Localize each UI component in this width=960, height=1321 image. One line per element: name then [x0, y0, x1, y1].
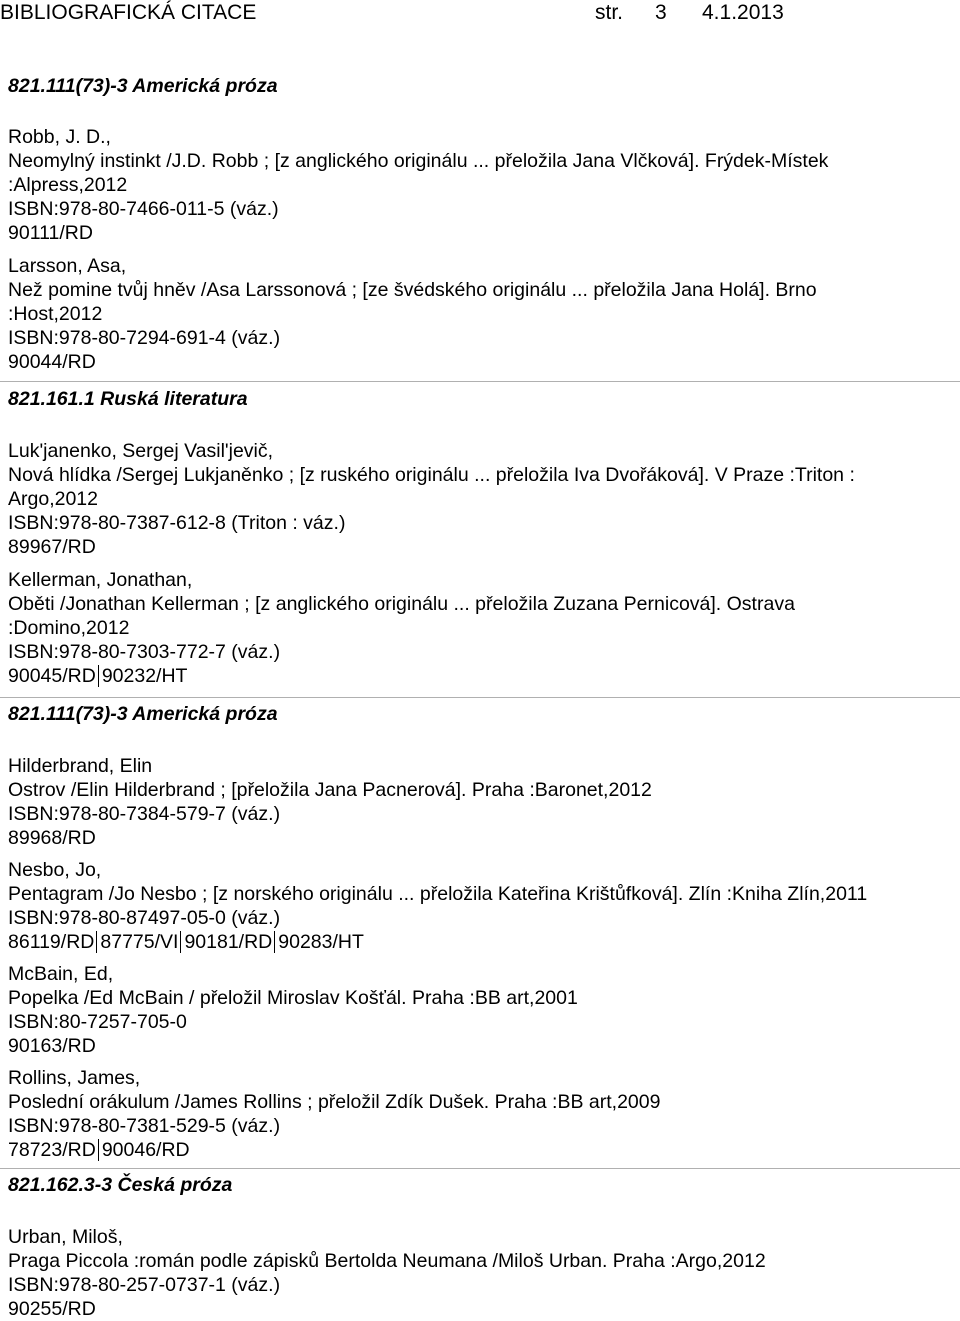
record-title: Než pomine tvůj hněv /Asa Larssonová ; [ze švédského originálu ... přeložila Jana Holá]. Brno: [8, 279, 817, 301]
holding-code: 90111/RD: [8, 222, 93, 244]
section-divider: [0, 1168, 960, 1169]
record-publisher: :Domino,2012: [8, 617, 130, 639]
record-author: McBain, Ed,: [8, 963, 114, 985]
holding-code: 89968/RD: [8, 827, 96, 849]
holding-code: 90045/RD: [8, 665, 96, 687]
header-page-number: 3: [655, 1, 667, 24]
record-holdings: [8, 1297, 96, 1321]
header-page-label: str.: [595, 1, 624, 24]
holding-code: 90163/RD: [8, 1035, 96, 1057]
holding-code: 90046/RD: [98, 1139, 190, 1161]
holding-code: 87775/VI: [96, 931, 178, 953]
holding-code: 86119/RD: [8, 931, 95, 953]
record-title: Popelka /Ed McBain / přeložil Miroslav Košťál. Praha :BB art,2001: [8, 987, 578, 1009]
holding-code: 90181/RD: [180, 931, 272, 953]
record-holdings: [8, 1034, 96, 1058]
section-divider: [0, 697, 960, 698]
record-title: Praga Piccola :román podle zápisků Bertolda Neumana /Miloš Urban. Praha :Argo,2012: [8, 1250, 766, 1272]
record-title: Oběti /Jonathan Kellerman ; [z anglického originálu ... přeložila Zuzana Pernicová]. Ostrava: [8, 593, 795, 615]
record-isbn: ISBN:978-80-7384-579-7 (váz.): [8, 803, 281, 825]
record-author: Larsson, Asa,: [8, 255, 127, 277]
record-title: Neomylný instinkt /J.D. Robb ; [z anglického originálu ... přeložila Jana Vlčková]. Frýdek-Místek: [8, 150, 829, 172]
record-isbn: ISBN:978-80-7381-529-5 (váz.): [8, 1115, 281, 1137]
record-author: Robb, J. D.,: [8, 126, 111, 148]
record-holdings: [8, 664, 187, 688]
section-heading: 821.161.1 Ruská literatura: [8, 388, 248, 410]
record-holdings: [8, 930, 364, 954]
record-publisher: :Alpress,2012: [8, 174, 128, 196]
holding-code: 90255/RD: [8, 1298, 96, 1320]
record-isbn: ISBN:978-80-7387-612-8 (Triton : váz.): [8, 512, 346, 534]
record-holdings: [8, 535, 96, 559]
record-holdings: [8, 1138, 190, 1162]
record-holdings: [8, 350, 96, 374]
record-author: Luk'janenko, Sergej Vasil'jevič,: [8, 440, 274, 462]
record-author: Rollins, James,: [8, 1067, 141, 1089]
header-date: 4.1.2013: [702, 1, 784, 24]
holding-code: 90232/HT: [98, 665, 188, 687]
header-title: BIBLIOGRAFICKÁ CITACE: [0, 1, 257, 24]
record-title: Pentagram /Jo Nesbo ; [z norského originálu ... přeložila Kateřina Krištůfková]. Zlín :Kniha Zlín,2011: [8, 883, 868, 905]
record-isbn: ISBN:978-80-257-0737-1 (váz.): [8, 1274, 281, 1296]
holding-code: 89967/RD: [8, 536, 96, 558]
record-publisher: :Host,2012: [8, 303, 103, 325]
record-isbn: ISBN:80-7257-705-0: [8, 1011, 187, 1033]
page-header: [0, 0, 960, 26]
section-heading: 821.111(73)-3 Americká próza: [8, 703, 278, 725]
record-publisher: Argo,2012: [8, 488, 98, 510]
record-isbn: ISBN:978-80-7466-011-5 (váz.): [8, 198, 279, 220]
record-title: Ostrov /Elin Hilderbrand ; [přeložila Jana Pacnerová]. Praha :Baronet,2012: [8, 779, 652, 801]
record-isbn: ISBN:978-80-7294-691-4 (váz.): [8, 327, 281, 349]
record-isbn: ISBN:978-80-7303-772-7 (váz.): [8, 641, 281, 663]
record-author: Kellerman, Jonathan,: [8, 569, 193, 591]
holding-code: 78723/RD: [8, 1139, 96, 1161]
record-author: Urban, Miloš,: [8, 1226, 123, 1248]
record-title: Nová hlídka /Sergej Lukjaněnko ; [z ruského originálu ... přeložila Iva Dvořáková]. V Praze :Triton :: [8, 464, 855, 486]
record-holdings: [8, 826, 96, 850]
record-holdings: [8, 221, 93, 245]
section-divider: [0, 381, 960, 382]
section-heading: 821.111(73)-3 Americká próza: [8, 75, 278, 97]
record-author: Hilderbrand, Elin: [8, 755, 153, 777]
record-title: Poslední orákulum /James Rollins ; přeložil Zdík Dušek. Praha :BB art,2009: [8, 1091, 661, 1113]
section-heading: 821.162.3-3 Česká próza: [8, 1174, 233, 1196]
holding-code: 90044/RD: [8, 351, 96, 373]
record-isbn: ISBN:978-80-87497-05-0 (váz.): [8, 907, 281, 929]
holding-code: 90283/HT: [274, 931, 364, 953]
record-author: Nesbo, Jo,: [8, 859, 102, 881]
